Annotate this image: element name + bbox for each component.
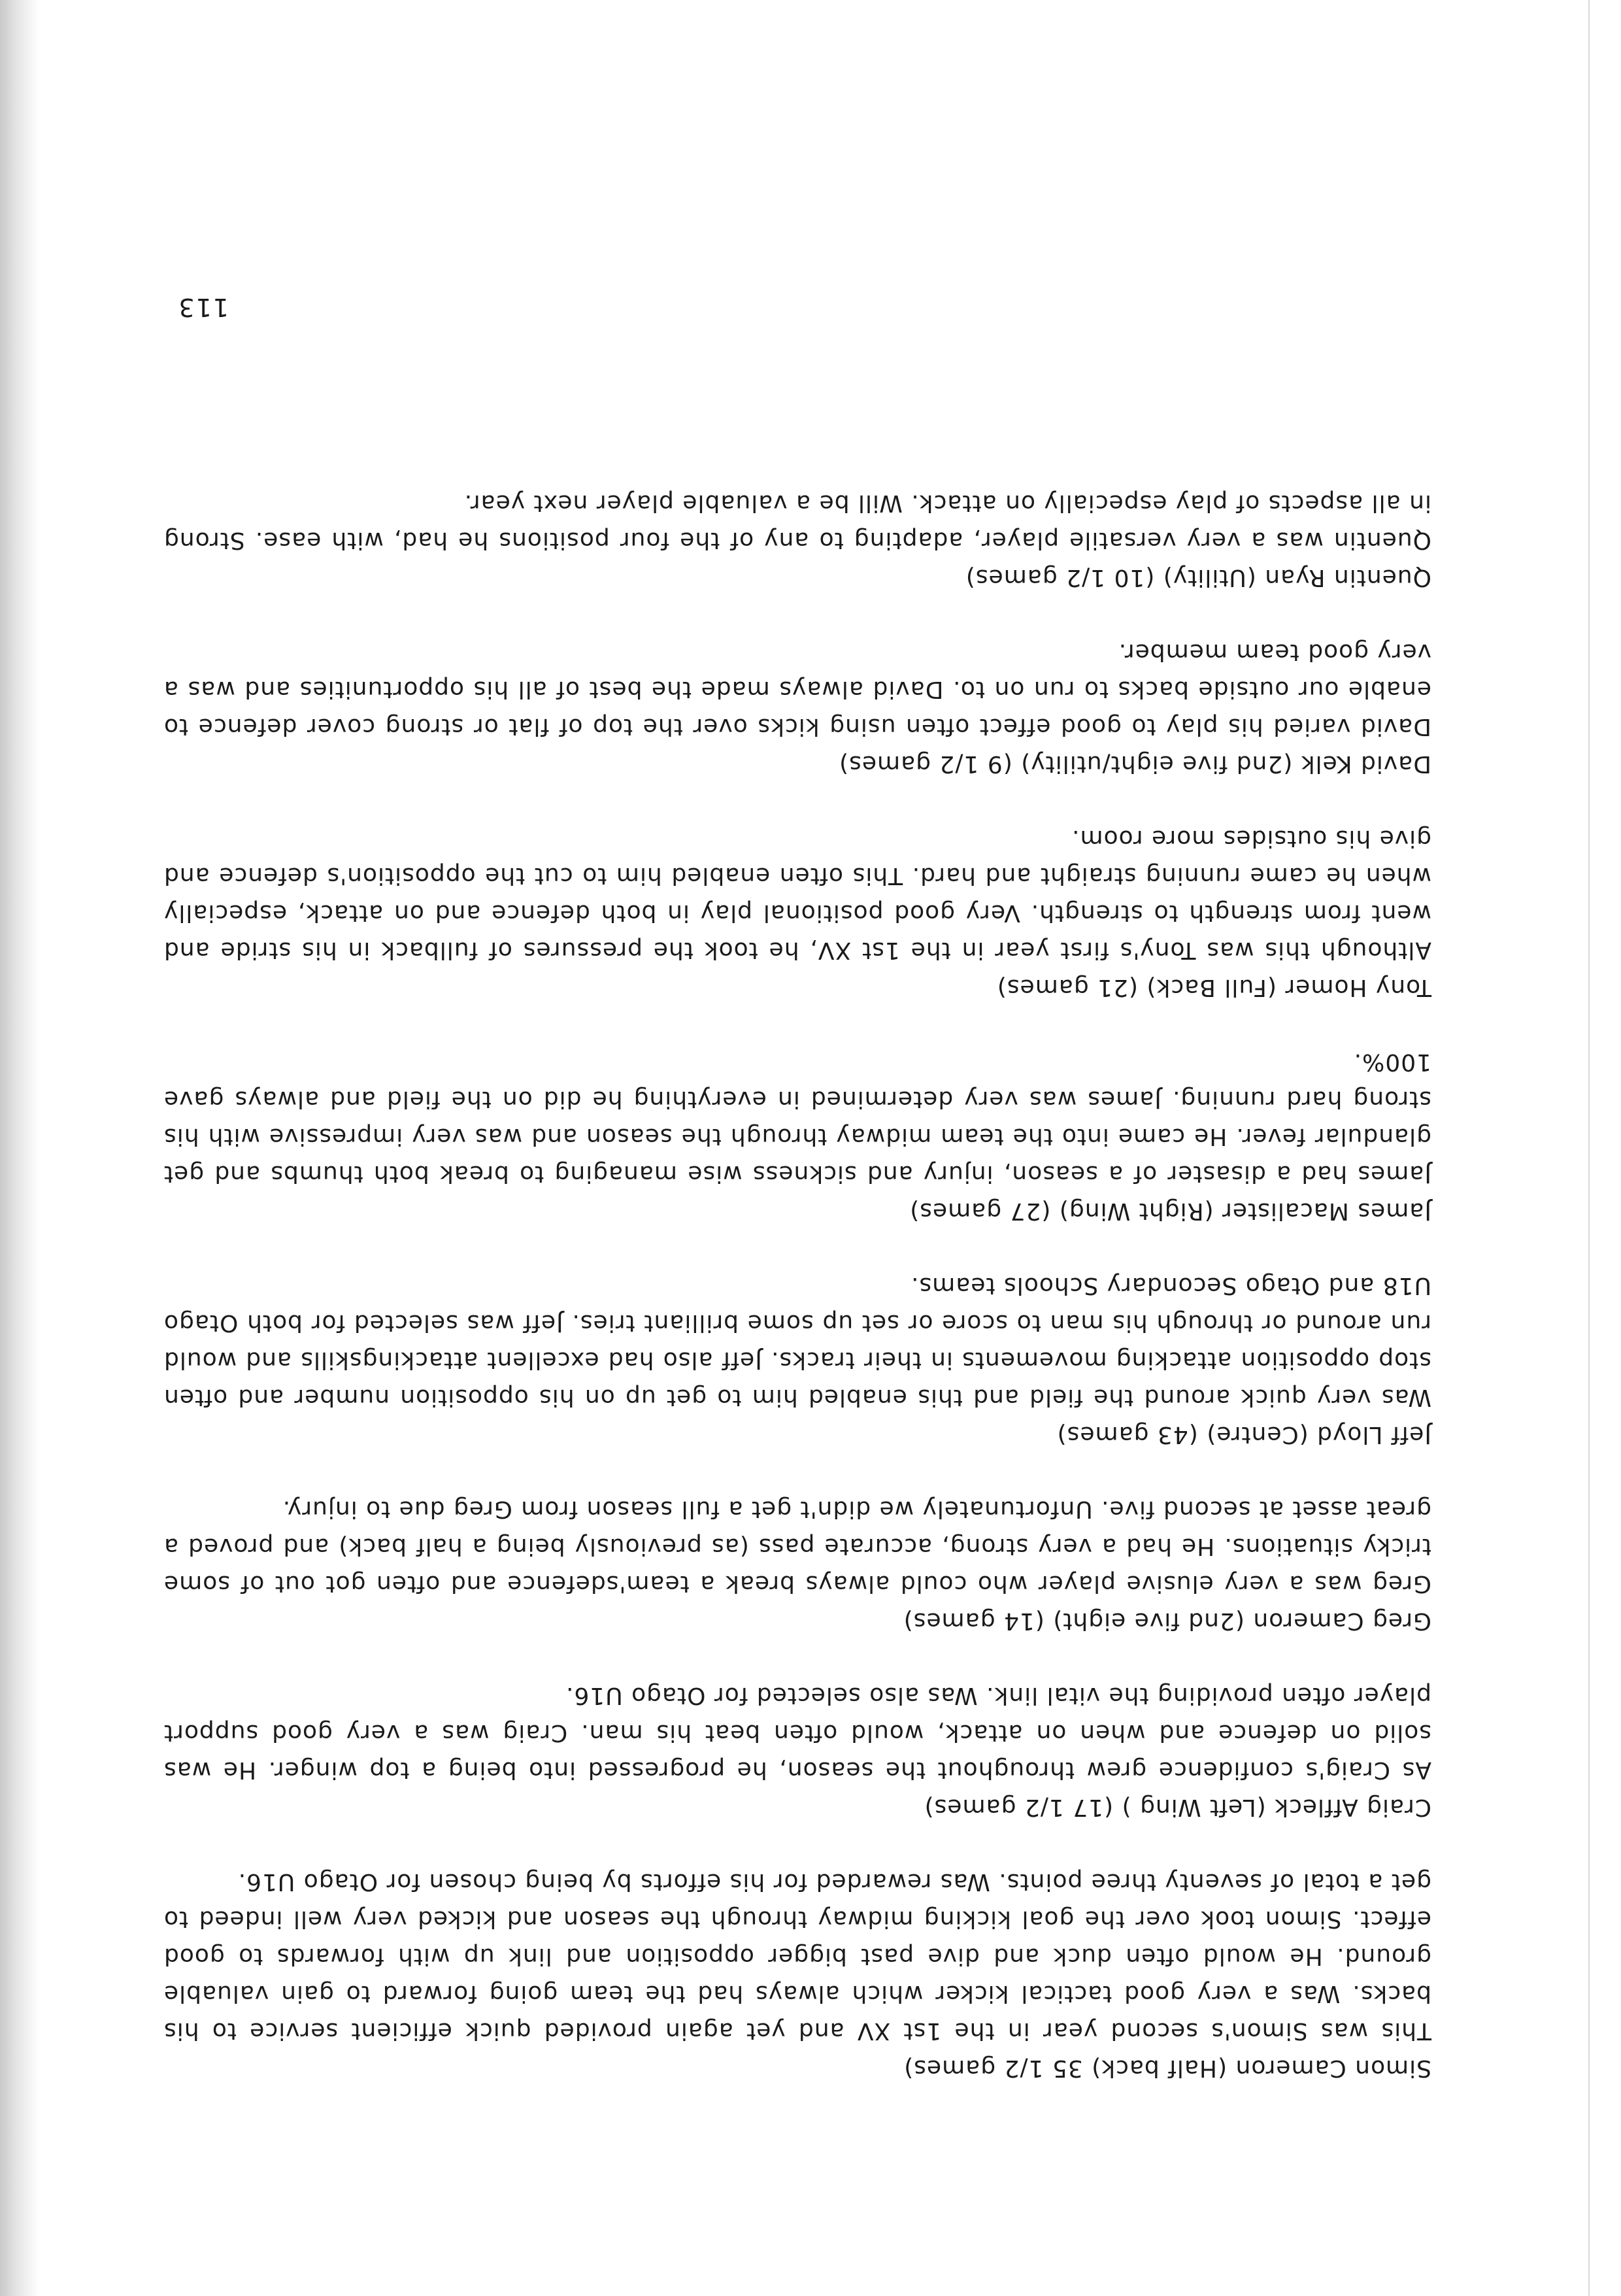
player-heading: Craig Affleck (Left Wing ) (17 1/2 games): [924, 1794, 1431, 1821]
player-entry-james-macalister: [163, 1043, 1431, 1230]
player-entry-david-kelk: [163, 633, 1431, 783]
player-review: Was very quick around the field and this enabled him to get up on his opposition number and often stop opposition attacking movements in their tracks. Jeff also had excellent attackingskills and would run around or through his man to score or set up some brilliant tries. Jeff was selected for both Otago U18 and Otago Secondary Schools teams.: [163, 1272, 1431, 1411]
player-review: Although this was Tony's first year in the 1st XV, he took the pressures of fullback in his stride and went from strength to strength. Very good positional play in both defence and on attack, especially when he came running straight and hard. This often enabled him to cut the opposition's defence and give his outsides more room.: [163, 825, 1431, 964]
player-review: As Craig's confidence grew throughout the season, he progressed into being a top winger. He was solid on defence and when on attack, would often beat his man. Craig was a very good support player often providing the vital link. Was also selected for Otago U16.: [163, 1682, 1431, 1783]
player-heading: Tony Homer (Full Back) (21 games): [996, 974, 1431, 1001]
player-heading: Jeff Lloyd (Centre) (43 games): [1056, 1421, 1431, 1448]
player-review: This was Simon's second year in the 1st XV and yet again provided quick efficient service to his backs. Was a very good tactical kicker which always had the team going forward to gain valuable ground. He would often duck and dive past bigger opposition and link up with forwards to good effect. Simon took over the goal kicking midway through the season and kicked very well indeed to get a total of seventy three points. Was rewarded for his efforts by being chosen for Otago U16.: [163, 1868, 1431, 2044]
player-reviews: [163, 447, 1431, 2087]
player-heading: Greg Cameron (2nd five eight) (14 games): [903, 1608, 1431, 1634]
player-review: James had a disaster of a season, injury and sickness wise managing to break both thumbs and get glandular fever. He came into the team midway through the season and was very impressive with his strong hard running. James was very determined in everything he did on the field and always gave 100%.: [163, 1049, 1431, 1187]
player-review: David varied his play to good effect often using kicks over the top of flat or strong cover defence to enable our outside backs to run on to. David always made the best of all his opportunities and was a very good team member.: [163, 639, 1431, 740]
player-heading: Simon Cameron (Half back) 35 1/2 games): [903, 2055, 1431, 2082]
player-entry-greg-cameron: [163, 1491, 1431, 1640]
page-edge-line: [1588, 0, 1590, 2296]
player-review: Quentin was a very versatile player, adapting to any of the four positions he had, with ease. Strong in all aspects of play especially on attack. Will be a valuable player next year.: [163, 490, 1431, 554]
player-entry-quentin-ryan: [163, 484, 1431, 596]
player-heading: David Kelk (2nd five eight/utility) (9 1/2 games): [839, 751, 1431, 777]
player-entry-jeff-lloyd: [163, 1267, 1431, 1453]
page-number: 113: [177, 293, 229, 322]
player-entry-tony-homer: [163, 820, 1431, 1006]
binding-shadow: [0, 0, 39, 2296]
player-entry-craig-affleck: [163, 1677, 1431, 1826]
player-review: Greg was a very elusive player who could always break a team'sdefence and often got out of some tricky situations. He had a very strong, accurate pass (as previously being a half back) and proved a great asset at second five. Unfortunately we didn't get a full season from Greg due to injury.: [163, 1496, 1431, 1597]
player-heading: James Macalister (Right Wing) (27 games): [909, 1198, 1431, 1224]
player-entry-simon-cameron: [163, 1863, 1431, 2087]
player-heading: Quentin Ryan (Utility) (10 1/2 games): [965, 564, 1431, 591]
